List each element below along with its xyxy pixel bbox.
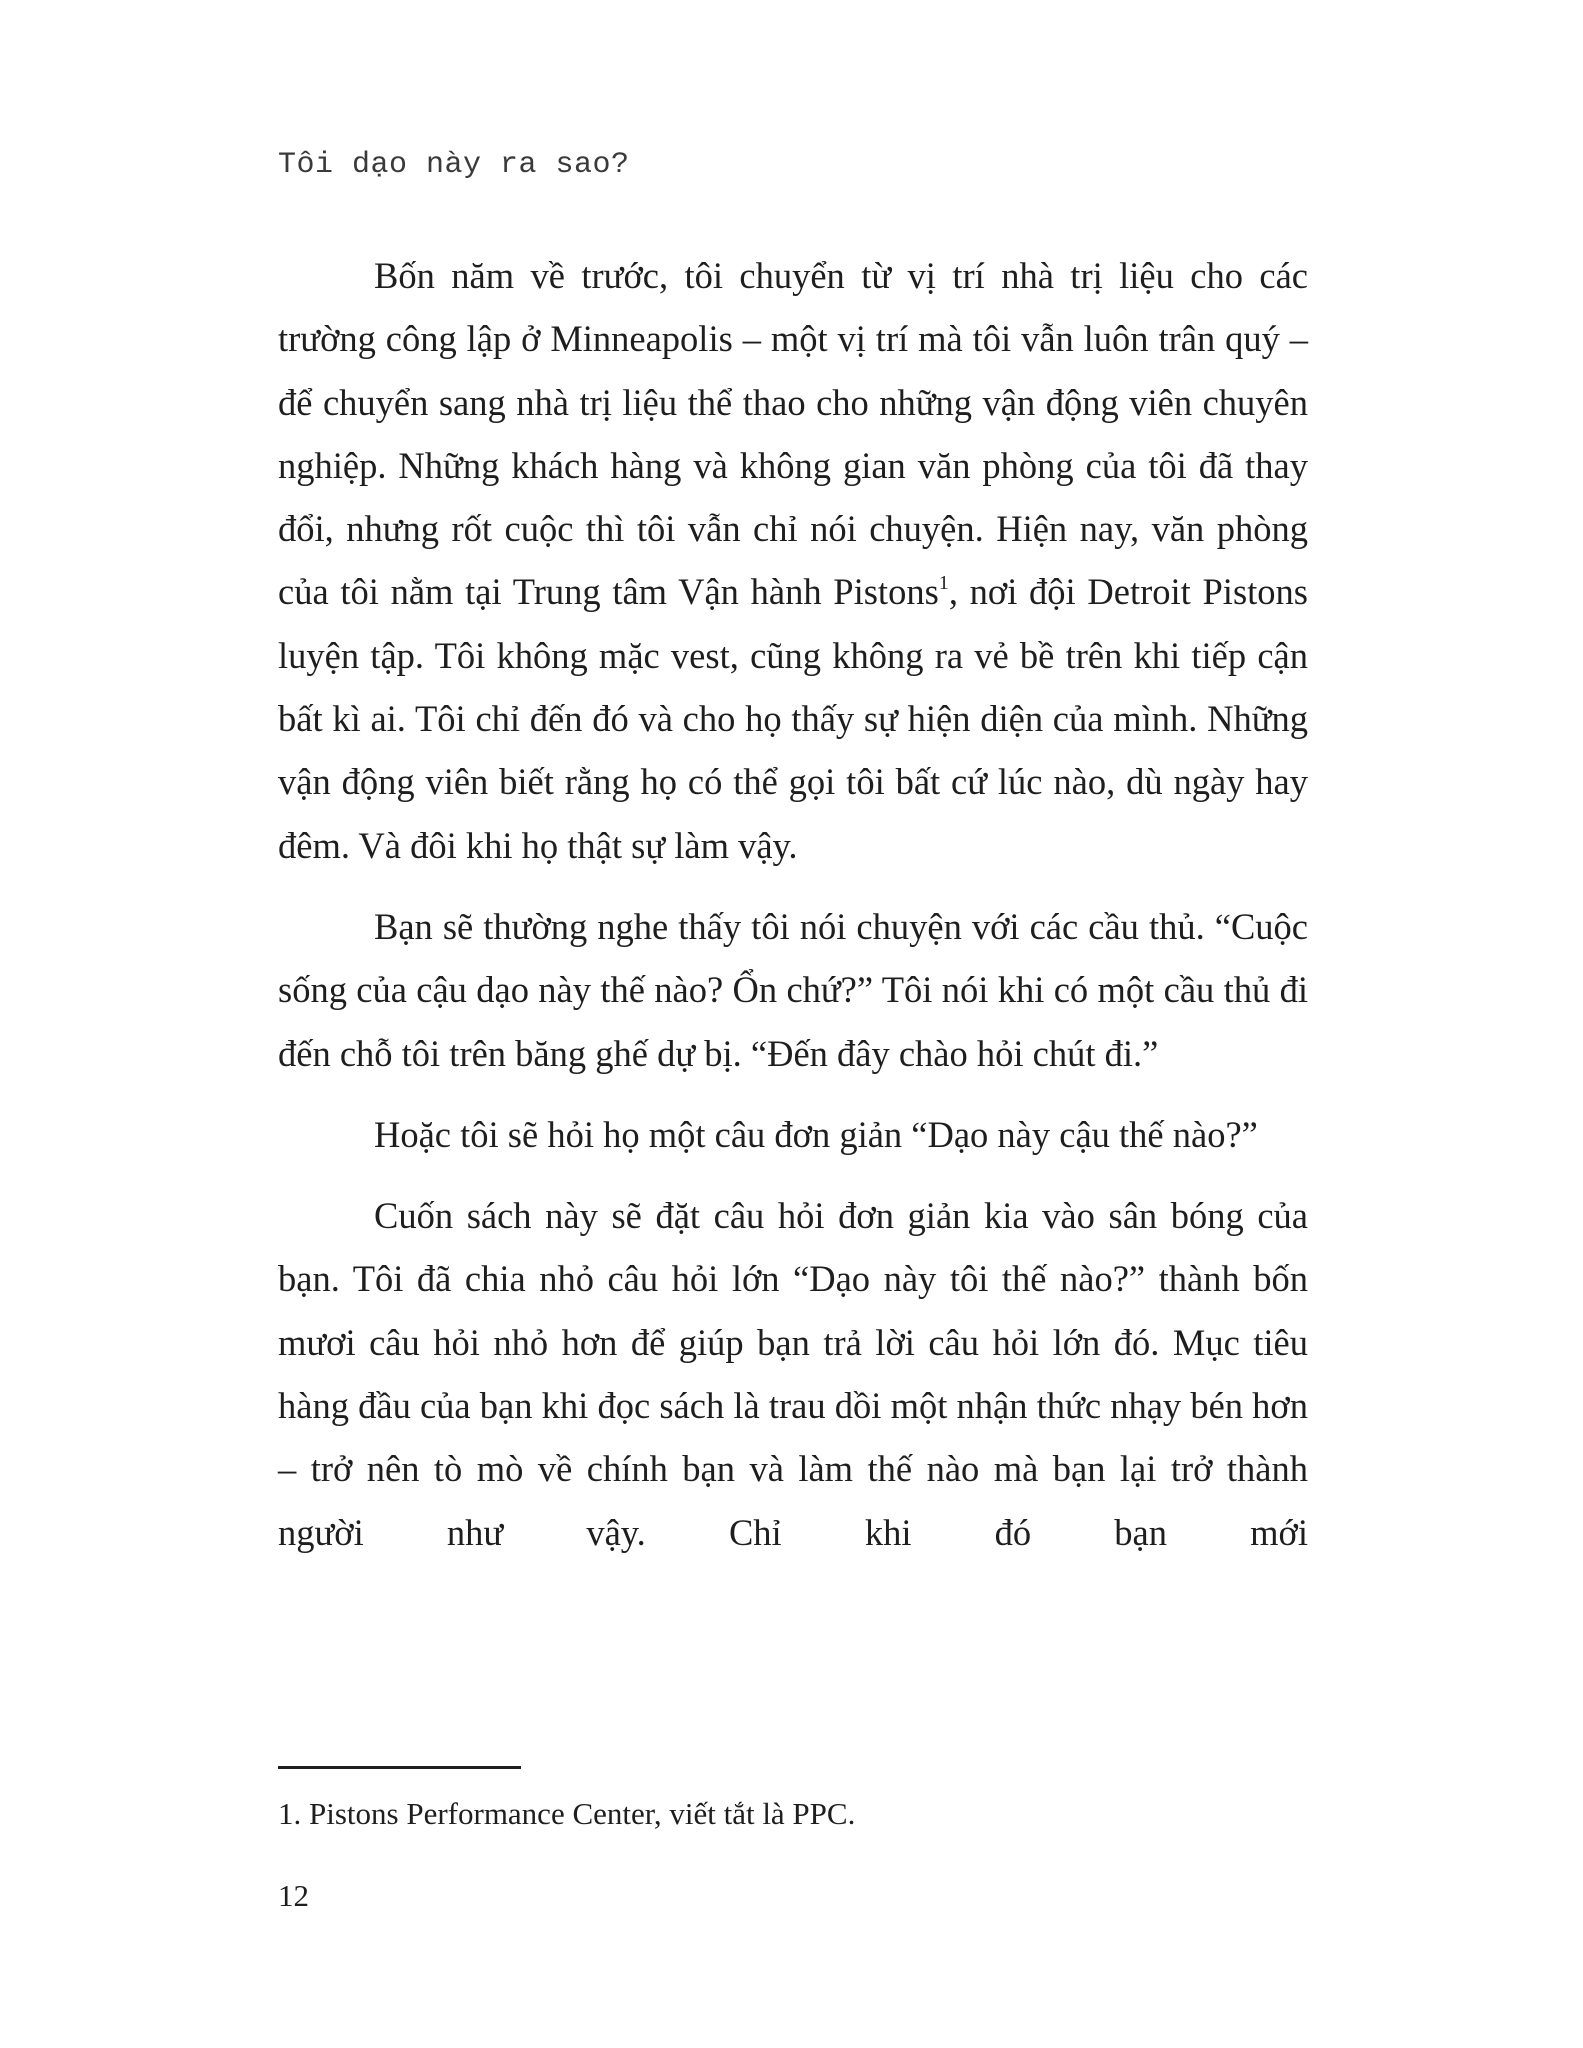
body-text xyxy=(278,244,1308,1582)
paragraph-3: Hoặc tôi sẽ hỏi họ một câu đơn giản “Dạo này cậu thế nào?” xyxy=(374,1113,1258,1155)
paragraph-1-text-before-ref: Bốn năm về trước, tôi chuyển từ vị trí nhà trị liệu cho các trường công lập ở Minneapolis – một vị trí mà tôi vẫn luôn trân quý – để chuyển sang nhà trị liệu thể thao cho những vận động viên chuyên nghiệp. Những khách hàng và không gian văn phòng của tôi đã thay đổi, nhưng rốt cuộc thì tôi vẫn chỉ nói chuyện. Hiện nay, văn phòng của tôi nằm tại Trung tâm Vận hành Pistons xyxy=(278,255,1308,613)
paragraph-1 xyxy=(278,244,1308,877)
running-head: Tôi dạo này ra sao? xyxy=(278,148,630,182)
footnote-divider xyxy=(278,1766,521,1769)
paragraph-1-text-after-ref: , nơi đội Detroit Pistons luyện tập. Tôi không mặc vest, cũng không ra vẻ bề trên khi tiếp cận bất kì ai. Tôi chỉ đến đó và cho họ thấy sự hiện diện của mình. Những vận động viên biết rằng họ có thể gọi tôi bất cứ lúc nào, dù ngày hay đêm. Và đôi khi họ thật sự làm vậy. xyxy=(278,571,1308,866)
page-number: 12 xyxy=(278,1878,309,1913)
footnote: 1. Pistons Performance Center, viết tắt là PPC. xyxy=(278,1796,856,1831)
paragraph-4: Cuốn sách này sẽ đặt câu hỏi đơn giản kia vào sân bóng của bạn. Tôi đã chia nhỏ câu hỏi lớn “Dạo này tôi thế nào?” thành bốn mươi câu hỏi nhỏ hơn để giúp bạn trả lời câu hỏi lớn đó. Mục tiêu hàng đầu của bạn khi đọc sách là trau dồi một nhận thức nhạy bén hơn – trở nên tò mò về chính bạn và làm thế nào mà bạn lại trở thành người như vậy. Chỉ khi đó bạn mới xyxy=(278,1195,1308,1553)
paragraph-2: Bạn sẽ thường nghe thấy tôi nói chuyện với các cầu thủ. “Cuộc sống của cậu dạo này thế nào? Ổn chứ?” Tôi nói khi có một cầu thủ đi đến chỗ tôi trên băng ghế dự bị. “Đến đây chào hỏi chút đi.” xyxy=(278,905,1308,1074)
footnote-reference[interactable]: 1 xyxy=(938,572,949,595)
